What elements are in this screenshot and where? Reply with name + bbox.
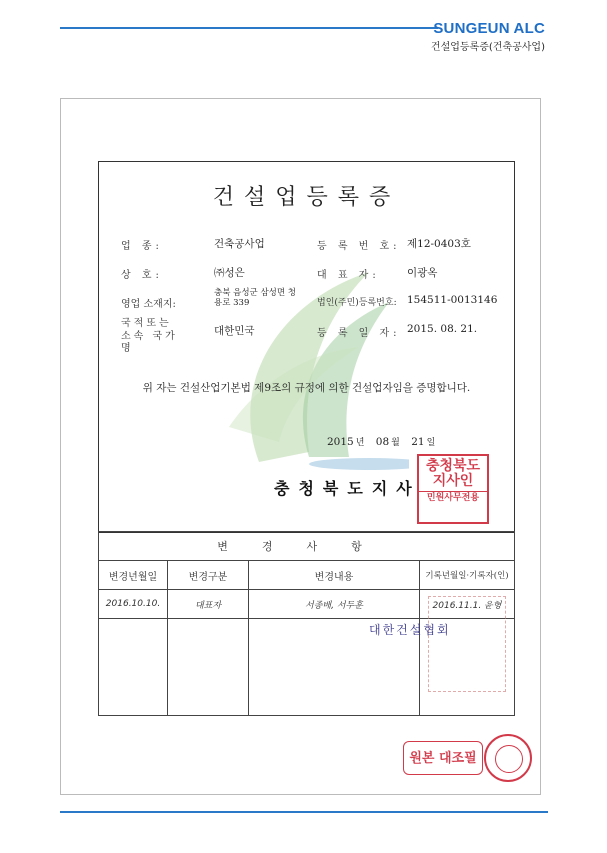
footer-line — [60, 811, 548, 813]
field-regno-label: 등 록 번 호: — [317, 241, 401, 252]
issuer: 충청북도지사 — [274, 479, 421, 498]
field-regdate-label: 등 록 일 자: — [317, 328, 401, 339]
changes-header-type: 변경구분 — [168, 561, 249, 590]
brand-name: SUNGEUN ALC — [433, 20, 545, 37]
field-nationality-value: 대한민국 — [214, 325, 255, 337]
change-date: 2016.10.10. — [99, 590, 168, 619]
official-seal: 충청북도 지사인 민원사무전용 — [417, 454, 489, 524]
empty-cell — [99, 619, 168, 716]
change-record: 2016.11.1. 윤형 — [420, 590, 515, 619]
field-ceo-label: 대 표 자: — [317, 270, 380, 281]
header-line — [60, 27, 438, 29]
field-company-value: ㈜성은 — [214, 267, 245, 279]
field-address-value: 충북 음성군 삼성면 청용로 339 — [214, 288, 297, 309]
association-stamp-box — [428, 596, 506, 692]
change-type: 대표자 — [168, 590, 249, 619]
changes-header-content: 변경내용 — [249, 561, 420, 590]
brand — [431, 20, 545, 53]
changes-header-date: 변경년월일 — [99, 561, 168, 590]
certificate-title: 건설업등록증 — [212, 185, 401, 210]
field-industry-value: 건축공사업 — [214, 238, 265, 250]
field-ceo-value: 이광옥 — [407, 267, 438, 279]
original-verified-badge: 원본 대조필 — [403, 741, 483, 775]
empty-cell — [168, 619, 249, 716]
issue-date: 2015 년 08 월 21 일 — [327, 436, 436, 448]
field-corpno-label: 법인(주민)등록번호: — [317, 298, 397, 308]
changes-title: 변경사항 — [99, 532, 515, 561]
round-seal-icon — [484, 734, 532, 782]
field-company-label: 상 호: — [121, 270, 163, 281]
brand-subtitle: 건설업등록증(건축공사업) — [430, 42, 545, 53]
field-address-label: 영업 소재지: — [121, 299, 176, 310]
association-stamp-text: 대한건설협회 — [369, 623, 451, 637]
field-corpno-value: 154511-0013146 — [407, 294, 498, 306]
certificate-statement: 위 자는 건설산업기본법 제9조의 규정에 의한 건설업자임을 증명합니다. — [142, 382, 471, 394]
change-content: 서종배, 서두훈 — [249, 590, 420, 619]
field-nationality-label: 국적또는 소속 국가명 — [121, 318, 178, 354]
field-industry-label: 업 종: — [121, 241, 163, 252]
certificate — [98, 161, 515, 533]
field-regdate-value: 2015. 08. 21. — [407, 323, 478, 335]
field-regno-value: 제12-0403호 — [407, 238, 471, 250]
changes-header-record: 기록년월일·기록자(인) — [420, 561, 515, 590]
